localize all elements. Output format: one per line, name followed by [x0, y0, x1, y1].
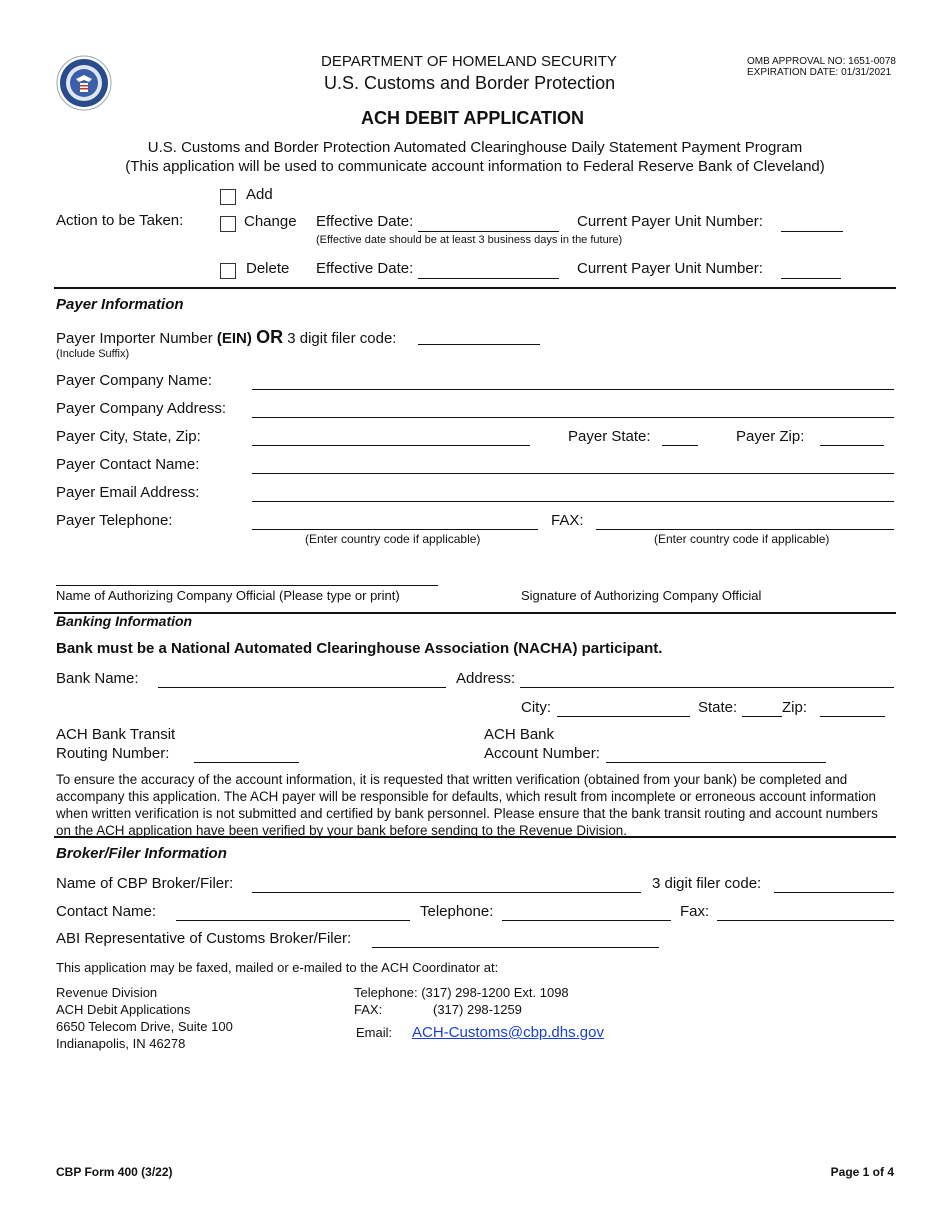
abi-rep-label: ABI Representative of Customs Broker/Filer:	[56, 930, 352, 947]
contact-fax-value: (317) 298-1259	[433, 1002, 522, 1017]
broker-filer-code-label: 3 digit filer code:	[652, 875, 762, 892]
authorizing-name-field[interactable]	[56, 585, 438, 586]
nacha-note: Bank must be a National Automated Clearinghouse Association (NACHA) participant.	[56, 640, 663, 657]
importer-or: OR	[256, 327, 284, 347]
address-line: ACH Debit Applications	[56, 1002, 191, 1017]
contact-email-label: Email:	[356, 1025, 393, 1040]
form-subtitle-1: U.S. Customs and Border Protection Automated Clearinghouse Daily Statement Payment Program	[147, 139, 803, 156]
routing-label-1: ACH Bank Transit	[56, 726, 176, 743]
form-title: ACH DEBIT APPLICATION	[361, 108, 584, 128]
routing-label-2: Routing Number:	[56, 745, 170, 762]
expiration-date: EXPIRATION DATE: 01/31/2021	[747, 67, 892, 78]
delete-current-payer-unit-label: Current Payer Unit Number:	[577, 260, 763, 277]
payer-section-title: Payer Information	[56, 296, 184, 313]
contact-fax-label: FAX:	[354, 1002, 383, 1017]
importer-ein: (EIN)	[216, 330, 252, 347]
payer-zip-label: Payer Zip:	[736, 428, 805, 445]
change-effective-date-label: Effective Date:	[316, 213, 414, 230]
payer-fax-field[interactable]	[596, 529, 894, 530]
change-current-payer-unit-field[interactable]	[781, 231, 843, 232]
account-number-field[interactable]	[606, 762, 826, 763]
authorizing-name-label: Name of Authorizing Company Official (Please type or print)	[56, 588, 400, 603]
payer-city-label: Payer City, State, Zip:	[56, 428, 201, 445]
payer-fax-label: FAX:	[551, 512, 584, 529]
payer-telephone-label: Payer Telephone:	[56, 512, 173, 529]
bank-name-label: Bank Name:	[56, 670, 139, 687]
bank-state-field[interactable]	[742, 716, 782, 717]
payer-company-address-field[interactable]	[252, 417, 894, 418]
bank-address-label: Address:	[456, 670, 516, 687]
importer-prefix: Payer Importer Number	[56, 330, 217, 347]
department-name: DEPARTMENT OF HOMELAND SECURITY	[321, 53, 617, 70]
contact-telephone: Telephone: (317) 298-1200 Ext. 1098	[354, 985, 569, 1000]
change-checkbox[interactable]	[220, 216, 236, 232]
authorizing-signature-label: Signature of Authorizing Company Official	[521, 588, 762, 603]
delete-current-payer-unit-field[interactable]	[781, 278, 841, 279]
form-number: CBP Form 400 (3/22)	[56, 1165, 173, 1179]
broker-contact-name-field[interactable]	[176, 920, 410, 921]
broker-telephone-field[interactable]	[502, 920, 671, 921]
section-divider	[54, 836, 896, 838]
broker-filer-code-field[interactable]	[774, 892, 894, 893]
payer-state-label: Payer State:	[568, 428, 651, 445]
payer-importer-field[interactable]	[418, 344, 540, 345]
include-suffix-note: (Include Suffix)	[56, 348, 130, 360]
payer-company-name-label: Payer Company Name:	[56, 372, 212, 389]
bank-zip-field[interactable]	[820, 716, 885, 717]
dhs-seal	[56, 55, 112, 111]
address-line: Indianapolis, IN 46278	[56, 1036, 186, 1051]
verification-paragraph: To ensure the accuracy of the account information, it is requested that written verification (obtained from your bank) be completed and accompany this application. The ACH payer will be responsible for defaults, which result from incomplete or erroneous account information when written verification is not submitted and certified by bank personnel. Please ensure that the bank transit routing and account numbers on the ACH application have been verified by your bank before sending to the Revenue Division.	[56, 772, 878, 838]
add-checkbox[interactable]	[220, 189, 236, 205]
agency-name: U.S. Customs and Border Protection	[324, 73, 616, 93]
bank-city-field[interactable]	[557, 716, 690, 717]
contact-email-link[interactable]: ACH-Customs@cbp.dhs.gov	[412, 1024, 604, 1041]
payer-company-address-label: Payer Company Address:	[56, 400, 227, 417]
add-label: Add	[246, 186, 273, 203]
importer-suffix: 3 digit filer code:	[283, 330, 397, 347]
payer-telephone-field[interactable]	[252, 529, 538, 530]
address-line: 6650 Telecom Drive, Suite 100	[56, 1019, 233, 1034]
broker-name-label: Name of CBP Broker/Filer:	[56, 875, 234, 892]
broker-fax-label: Fax:	[680, 903, 710, 920]
delete-label: Delete	[246, 260, 290, 277]
payer-email-label: Payer Email Address:	[56, 484, 200, 501]
routing-number-field[interactable]	[194, 762, 299, 763]
telephone-country-note: (Enter country code if applicable)	[305, 532, 481, 546]
bank-zip-label: Zip:	[782, 699, 808, 716]
change-effective-date-field[interactable]	[418, 231, 559, 232]
delete-effective-date-field[interactable]	[418, 278, 559, 279]
bank-state-label: State:	[698, 699, 738, 716]
delete-effective-date-label: Effective Date:	[316, 260, 414, 277]
broker-name-field[interactable]	[252, 892, 641, 893]
account-label-2: Account Number:	[484, 745, 600, 762]
address-line: Revenue Division	[56, 985, 158, 1000]
broker-contact-name-label: Contact Name:	[56, 903, 157, 920]
broker-telephone-label: Telephone:	[420, 903, 494, 920]
page-number: Page 1 of 4	[830, 1165, 894, 1179]
form-subtitle-2: (This application will be used to communicate account information to Federal Reserve Bank of Cleveland)	[125, 158, 825, 175]
fax-country-note: (Enter country code if applicable)	[654, 532, 830, 546]
abi-rep-field[interactable]	[372, 947, 659, 948]
contact-intro: This application may be faxed, mailed or e-mailed to the ACH Coordinator at:	[56, 960, 499, 975]
effective-date-note: (Effective date should be at least 3 business days in the future)	[316, 234, 623, 246]
payer-city-field[interactable]	[252, 445, 530, 446]
action-label: Action to be Taken:	[56, 212, 184, 229]
broker-fax-field[interactable]	[717, 920, 894, 921]
payer-contact-name-field[interactable]	[252, 473, 894, 474]
delete-checkbox[interactable]	[220, 263, 236, 279]
section-divider	[54, 287, 896, 289]
bank-address-field[interactable]	[520, 687, 894, 688]
broker-section-title: Broker/Filer Information	[56, 845, 227, 862]
payer-contact-name-label: Payer Contact Name:	[56, 456, 200, 473]
payer-state-field[interactable]	[662, 445, 698, 446]
banking-section-title: Banking Information	[56, 613, 193, 629]
payer-zip-field[interactable]	[820, 445, 884, 446]
payer-email-field[interactable]	[252, 501, 894, 502]
payer-company-name-field[interactable]	[252, 389, 894, 390]
change-current-payer-unit-label: Current Payer Unit Number:	[577, 213, 763, 230]
omb-approval: OMB APPROVAL NO: 1651-0078	[747, 56, 896, 67]
bank-name-field[interactable]	[158, 687, 446, 688]
change-label: Change	[244, 213, 297, 230]
payer-importer-label	[56, 327, 396, 348]
bank-city-label: City:	[521, 699, 551, 716]
account-label-1: ACH Bank	[484, 726, 555, 743]
